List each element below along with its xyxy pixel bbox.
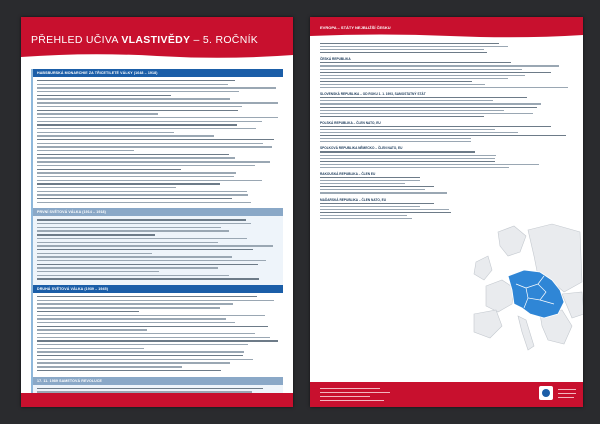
text-line [320,209,449,210]
text-line [320,155,496,156]
text-line [320,52,487,53]
text-line [37,157,235,158]
header-wave [21,52,293,61]
text-line [37,337,270,338]
text-line [37,98,230,99]
section-heading: PRVNÍ SVĚTOVÁ VÁLKA (1914 – 1918) [33,208,283,216]
text-line [37,234,155,235]
text-line [320,192,447,193]
text-line [37,362,230,363]
text-line [320,138,471,139]
text-line [37,307,220,308]
text-line [37,106,242,107]
text-line [37,146,272,147]
text-line [320,84,485,85]
text-line [37,256,232,257]
text-line [320,203,434,204]
text-line [37,161,270,162]
text-line [37,95,171,96]
text-line [320,126,551,127]
text-line [37,303,233,304]
map-britain [474,256,492,280]
text-line [320,103,541,104]
left-page-title [31,34,258,46]
text-line [37,191,247,192]
text-line [37,227,221,228]
text-line [37,329,147,330]
text-line [37,253,152,254]
left-page-footer [21,393,293,407]
text-line [37,183,220,184]
text-line [37,87,276,88]
text-line [37,198,232,199]
text-line [37,366,182,367]
text-line [37,135,214,136]
text-line [37,326,268,327]
text-line [320,180,420,181]
text-line [37,176,234,177]
text-line [320,97,527,98]
text-line [320,113,533,114]
text-line [37,311,139,312]
text-line [37,110,238,111]
text-line [320,110,504,111]
text-line [320,164,539,165]
text-line [37,322,235,323]
text-line [37,278,259,279]
text-line [37,348,144,349]
text-line [37,267,218,268]
right-page-footer [310,382,583,407]
right-page-header [310,17,583,39]
text-line [37,333,255,334]
state-heading-czech: ČESKÁ REPUBLIKA [320,57,351,62]
text-line [320,183,405,184]
state-heading-austria: RAKOUSKÁ REPUBLIKA – ČLEN EU [320,172,376,176]
text-line [37,124,237,125]
text-line [320,135,566,136]
publisher-logo [539,386,553,400]
text-line [320,151,475,152]
text-line [320,78,508,79]
text-line [37,264,258,265]
text-line [320,215,407,216]
right-page-title: EVROPA – STÁTY NEJBLIŽŠÍ ČESKU [320,25,391,30]
text-line [37,296,257,297]
text-line [320,87,568,88]
text-line [320,167,509,168]
section-heading: HABSBURSKÁ MONARCHIE ZA TŘICETILETÉ VÁLKY (1648 – 1918) [33,69,283,77]
state-heading-poland: POLSKÁ REPUBLIKA – ČLEN NATO, EU [320,120,381,125]
text-line [37,132,174,133]
text-line [320,161,495,162]
text-line [37,84,228,85]
text-line [320,132,518,133]
text-line [320,129,495,130]
text-line [37,102,278,103]
text-line [320,43,499,44]
text-line [320,212,451,213]
text-line [37,344,248,345]
text-line [37,180,262,181]
text-line [37,300,274,301]
map-ukraine [562,292,583,318]
text-line [37,355,243,356]
text-line [320,65,559,66]
text-line [37,388,263,389]
text-line [37,91,239,92]
right-page [310,17,583,407]
text-line [320,49,484,50]
text-line [37,139,274,140]
text-line [320,158,495,159]
section-heading: DRUHÁ SVĚTOVÁ VÁLKA (1939 – 1945) [33,285,283,293]
text-line [37,370,221,371]
text-line [320,141,471,142]
text-line [37,271,159,272]
text-line [320,218,412,219]
text-line [37,315,265,316]
left-page-header [21,17,293,61]
text-line [320,186,434,187]
text-line [37,187,176,188]
text-line [37,318,226,319]
text-line [320,116,484,117]
map-iberia [474,310,502,338]
text-line [320,81,472,82]
text-line [37,223,251,224]
left-page [21,17,293,407]
text-line [37,359,253,360]
text-line [37,194,248,195]
text-line [37,143,263,144]
text-line [320,62,511,63]
text-line [37,113,158,114]
text-line [320,72,551,73]
text-line [37,172,236,173]
title-normal: PŘEHLED UČIVA [31,34,122,46]
text-line [320,100,493,101]
text-line [320,107,537,108]
left-section-2 [31,208,283,285]
text-line [37,230,229,231]
text-line [37,275,229,276]
text-line [320,189,425,190]
text-line [37,169,181,170]
text-line [320,206,420,207]
text-line [37,165,255,166]
state-heading-germany: SPOLKOVÁ REPUBLIKA NĚMECKO – ČLEN NATO, EU [320,146,403,151]
title-suffix: – 5. ROČNÍK [190,34,259,46]
text-line [37,351,244,352]
text-line [37,117,278,118]
text-line [320,75,525,76]
state-heading-slovakia: SLOVENSKÁ REPUBLIKA – OD ROKU 1. 1. 1993, SAMOSTATNÝ STÁT [320,92,426,97]
text-line [320,177,420,178]
text-line [37,245,273,246]
text-line [37,340,278,341]
left-section-1 [31,69,283,208]
text-line [320,69,522,70]
section-heading: 17. 11. 1989 SAMETOVÁ REVOLUCE [33,377,283,385]
text-line [37,150,134,151]
text-line [37,249,253,250]
left-section-3 [31,285,283,376]
state-heading-hungary: MAĎARSKÁ REPUBLIKA – ČLEN NATO, EU [320,197,386,202]
text-line [320,46,508,47]
map-scandinavia [498,226,526,256]
text-line [37,121,262,122]
text-line [37,242,218,243]
text-line [37,154,229,155]
text-line [37,238,247,239]
text-line [37,128,256,129]
text-line [37,219,246,220]
text-line [37,80,235,81]
text-line [37,260,266,261]
map-italy [518,316,534,350]
europe-map [468,222,583,372]
map-france [486,280,514,312]
text-line [37,202,251,203]
title-bold: VLASTIVĚDY [121,34,191,46]
